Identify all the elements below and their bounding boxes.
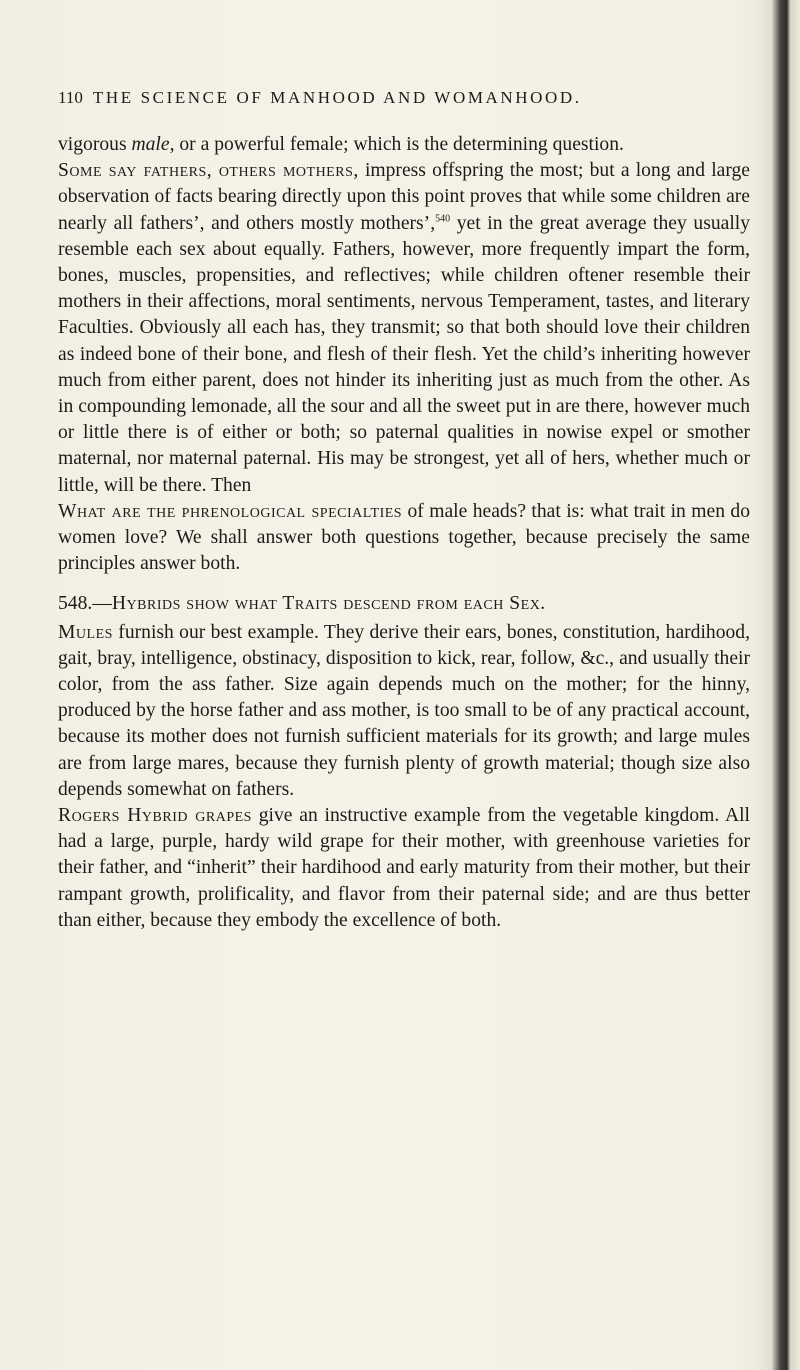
paragraph-lead: Mules xyxy=(58,621,113,643)
page-body xyxy=(58,132,750,934)
text-run: give an instructive example from the vegetable kingdom. All had a large, purple, hardy wild grape for their mother, with greenhouse varieties for their father, and “inherit” their hardihood and early maturity from their mother, but their rampant growth, prolificality, and flavor from their paternal side; and are thus better than either, because they embody the excellence of both. xyxy=(58,805,750,931)
cross-reference: 540 xyxy=(435,213,451,225)
text-run: , or a powerful female; which is the determining question. xyxy=(169,134,624,155)
text-run: of male heads? that is: what trait in men do women love? We shall answer both questions together, because precisely the same principles answer both. xyxy=(58,500,750,575)
section-number: 548.— xyxy=(58,593,112,615)
italic-word: male xyxy=(131,134,170,155)
text-run: vigorous xyxy=(58,134,132,155)
paragraph-fathers-mothers xyxy=(58,158,750,499)
text-run: furnish our best example. They derive their ears, bones, constitution, hardihood, gait, bray, intelligence, obstinacy, disposition to kick, rear, follow, &c., and usually their color, from the ass father. Size again depends much on the mother; for the hinny, produced by the horse father and ass mother, is too small to be of any practical account, because its mother does not furnish sufficient materials for its growth; and large mules are from large mares, because they furnish plenty of growth material; though size also depends somewhat on fathers. xyxy=(58,621,750,800)
paragraph-phrenological xyxy=(58,499,750,578)
paragraph-grapes xyxy=(58,803,750,934)
running-title: THE SCIENCE OF MANHOOD AND WOMANHOOD. xyxy=(92,88,582,107)
section-title: Hybrids show what Traits descend from each Sex. xyxy=(111,593,546,615)
paragraph-lead: Rogers Hybrid grapes xyxy=(58,805,252,827)
page-edge-binding xyxy=(756,0,800,1370)
running-header xyxy=(58,88,748,108)
paragraph-lead: Some say fathers, others mothers, xyxy=(58,160,359,182)
paragraph-continuation xyxy=(58,132,750,158)
paragraph-lead: What are the phrenological specialties xyxy=(58,500,403,522)
section-heading xyxy=(58,591,750,617)
text-run: yet in the great average they usually resemble each sex about equally. Fathers, however, more frequently impart the form, bones, muscles, propensities, and reflectives; while children oftener resemble their mothers in their affections, moral sentiments, nervous Temperament, tastes, and literary Faculties. Obviously all each has, they transmit; so that both should love their children as indeed bone of their bone, and flesh of their flesh. Yet the child’s inheriting however much from either parent, does not hinder its inheriting just as much from the other. As in compounding lemonade, all the sour and all the sweet put in are there, however much or little there is of either or both; so paternal qualities in nowise expel or smother maternal, nor maternal paternal. His may be strongest, yet all of hers, whether much or little, will be there. Then xyxy=(58,212,751,496)
text-run: impress offspring the most; but a long and large observation of facts bearing directly upon this point proves that while some children are nearly all fathers’, and others mostly mothers’, xyxy=(58,160,751,234)
paragraph-mules xyxy=(58,620,750,803)
page-number: 110 xyxy=(58,88,83,107)
